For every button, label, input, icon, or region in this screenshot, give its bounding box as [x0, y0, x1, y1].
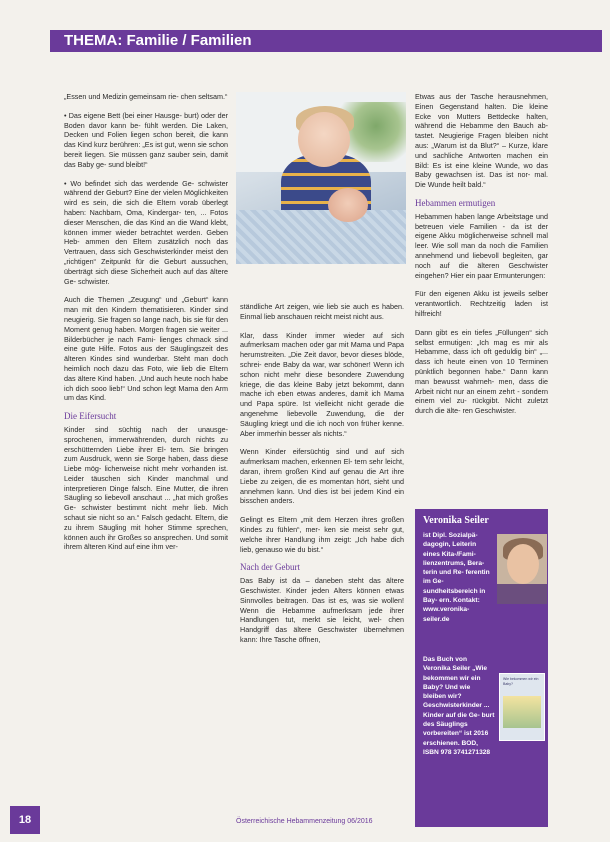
paragraph: Hebammen haben lange Arbeitstage und betreuen viele Familien - da ist der eigene Akku möglicherweise schnell mal leer. Wie soll man da noch die Familien annehmend und liebevoll begleiten, gar noch auf die älteren Geschwister eingehen? Hier ein paar Ermunterungen: [415, 211, 548, 280]
paragraph: ständliche Art zeigen, wie lieb sie auch es haben. Einmal lieb anschauen reicht meist nicht aus. [240, 302, 404, 321]
paragraph: Das Baby ist da – daneben steht das ältere Geschwister. Kinder jeden Alters können etwas Sinnvolles beitragen. Das ist es, was sie wollen! Wenn die Hebamme aufmerksam jede ihrer Handlungen tut, merkt sie leicht, wel- chen Handgriff das ältere Geschwister übernehmen kann: Ihre Tasche öffnen, [240, 576, 404, 644]
paragraph: • Das eigene Bett (bei einer Hausge- burt) oder der Boden davor kann be- fühlt werden. Die Laken, Decken und Folien liegen schon bereit, die kann das Kind kurz berühren: „Es ist gut, wenn sie schon bereit liegen. Sie müssen ganz sauber sein, damit das Baby ge- sund bleibt!“ [64, 110, 228, 169]
book-cover [499, 673, 545, 741]
section-header [50, 30, 602, 52]
article-column-3 [415, 92, 548, 425]
subheading: Nach der Geburt [240, 562, 300, 573]
paragraph: Gelingt es Eltern „mit dem Herzen ihres großen Kindes zu fühlen“, mer- ken sie meist sehr gut, welche ihrer Handlung ihm zeigt: „Ich habe dich lieb, genauso wie du bist.“ [240, 515, 404, 554]
page-number: 18 [10, 806, 40, 834]
paragraph: Kinder sind süchtig nach der unausge- sprochenen, immerwährenden, durch nichts zu erschütternden Liebe ihrer El- tern. Sie bringen zum Ausdruck, wenn sie Sorge haben, dass diese Liebe mög- licherweise nicht mehr vorhanden ist. Leider täuschen sich Kinder manchmal und interpretieren Dinge falsch. Eine Mutter, die ihren Säugling so liebevoll anschaut ... „hat mich großes Ge- schwister bestimmt nicht mehr lieb. Mich schaut sie nicht so an.“ Falsch gedacht. Eltern, die zu ihrem Säugling mit hoher Stimme sprechen, können auch ihr Großes so ansprechen. Und somit ihrem älteren Kind auf eine ihm ver- [64, 424, 228, 552]
book-cover-title: Wie bekommen wir ein Baby? [503, 677, 539, 686]
author-name: Veronika Seiler [423, 515, 489, 526]
paragraph: Wenn Kinder eifersüchtig sind und auf sich aufmerksam machen, erkennen El- tern sehr leicht, daran, ihrem großen Kind auf genau die Art ihre Liebe zu zeigen, die es momentan hört, sieht und annehmen kann. Und dies ist bei jedem Kind ein bisschen anders. [240, 447, 404, 506]
paragraph: „Essen und Medizin gemeinsam rie- chen seltsam.“ [64, 92, 228, 101]
author-portrait [497, 534, 547, 604]
paragraph: Für den eigenen Akku ist jeweils selber verantwortlich. Rechtzeitig laden ist hilfreich! [415, 289, 548, 318]
subheading: Hebammen ermutigen [415, 197, 496, 208]
article-photo [236, 92, 406, 264]
section-title: THEMA: Familie / Familien [64, 32, 252, 49]
subheading: Die Eifersucht [64, 411, 117, 422]
paragraph: Dann gibt es ein tiefes „Füllungen“ sich selbst ermutigen: „Ich mag es mir als Hebamme, dass ich oft geduldig bin“ „... dass ich heute einen von 10 Terminen pünktlich begonnen habe.“ Dann kann man bewusst wahrneh- men, dass die Arbeit nicht nur an einem zehrt - sondern einem viel zu- rückgibt. Nicht zuletzt durch die älte- ren Geschwister. [415, 327, 548, 416]
article-column-1 [64, 92, 228, 561]
paragraph: • Wo befindet sich das werdende Ge- schwister während der Geburt? Eine der vielen Möglichkeiten wird es sein, die sich die Eltern vorab überlegt haben: Nachbarn, Oma, Kindergar- ten, ... Fotos dieser Menschen, die das Kind an die Wand klebt, können immer wieder betrachtet werden. Geben Heb- ammen den Eltern zusätzlich noch das Vertrauen, dass sich Geschwisterkinder meist den „richtigen“ Zeitpunkt für die Geburt aussuchen, überträgt sich diese Sicherheit auch auf das ältere Ge- schwister. [64, 178, 228, 286]
author-infobox [415, 509, 548, 827]
paragraph: Etwas aus der Tasche herausnehmen, Einen Gegenstand halten. Die kleine Ecke von Mutters Bettdecke halten, während die Hebamme den Bauch ab- tastet. Neugierige Fragen bleiben nicht aus: „Warum ist da Blut?“ – Kurze, klare und sachliche Antworten machen ein Bild: Es ist eine kleine Wunde, wo das Baby gewachsen ist. Das ist nor- mal. Die Wunde heilt bald.“ [415, 92, 548, 190]
paragraph: Auch die Themen „Zeugung“ und „Geburt“ kann man mit den Kindern thematisieren. Kinder sind neugierig. Sie fragen so lange nach, bis sie für den Moment genug haben. Morgen fragen sie weiter ... Bilderbücher je nach Fami- lienges chmack sind eine gute Hilfe. Fotos aus der Säuglingszeit des älteren Kindes sind wunderbar. Steht man doch heimlich noch dazu das Foto, wie lieb die Eltern das ältere Kind haben. „Und auch heute noch habe ich dich sooo lieb!“ Und schon legt Mama den Arm um das Kind. [64, 295, 228, 403]
paragraph: Klar, dass Kinder immer wieder auf sich aufmerksam machen oder gar mit Mama und Papa herumstreiten. „Die Zeit davor, bevor dieses blöde, schrei- ende Baby da war, war schöner! Wenn ich schon nicht mehr diese besondere Zuwendung kriege, die das kleine Baby jetzt bekommt, dann mache ich eben etwas anderes, damit ich Mama und Papa spüre. Ist vielleicht nicht gerade die angenehme liebevolle Zuwendung, die der Säugling kriegt und die ich noch von früher kenne. Aber immerhin besser als nichts.“ [240, 330, 404, 438]
book-info: Das Buch von Veronika Seiler „Wie bekommen wir ein Baby? Und wie bleiben wir? Geschwisterkinder ... Kinder auf die Ge- burt des Säuglings vorbereiten“ ist 2016 erschienen. BOD, ISBN 978 3741271328 [423, 656, 495, 756]
footer-text: Österreichische Hebammenzeitung 06/2016 [236, 818, 373, 825]
author-bio: ist Dipl. Sozialpä- dagogin, Leiterin eines Kita-/Fami- lienzentrums, Bera- terin und Re- ferentin im Ge- sundheitsbereich in Bay- ern. Kontakt: www.veronika-seiler.de [423, 532, 490, 623]
article-column-2 [240, 302, 404, 654]
